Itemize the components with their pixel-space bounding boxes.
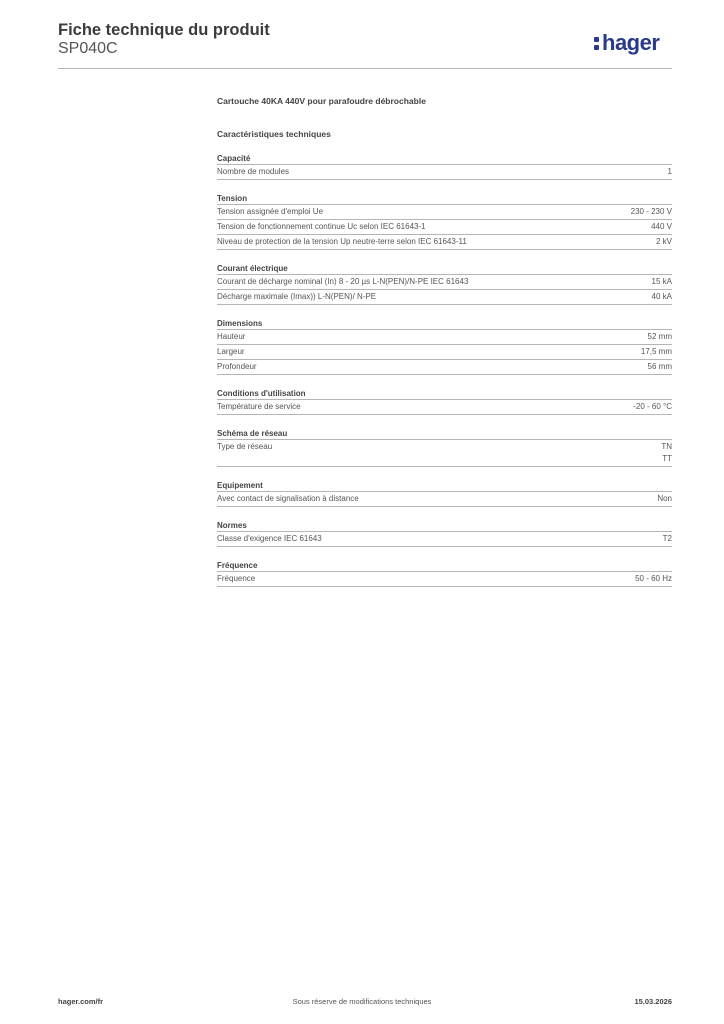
spec-rows [217, 204, 672, 250]
spec-sections [217, 154, 672, 587]
spec-row [217, 344, 672, 359]
spec-section [217, 264, 672, 305]
spec-row [217, 329, 672, 344]
section-title: Dimensions [217, 319, 263, 328]
specs-heading: Caractéristiques techniques [217, 129, 331, 139]
spec-section [217, 389, 672, 415]
product-description: Cartouche 40KA 440V pour parafoudre débrochable [217, 96, 426, 106]
spec-label: Largeur [217, 347, 245, 356]
spec-content [217, 96, 672, 587]
spec-label: Nombre de modules [217, 167, 290, 176]
spec-value: 17,5 mm [640, 347, 672, 356]
spec-label: Tension de fonctionnement continue Uc selon IEC 61643-1 [217, 222, 426, 231]
section-title: Courant électrique [217, 264, 288, 273]
spec-section [217, 154, 672, 180]
spec-label: Température de service [217, 402, 301, 411]
spec-rows [217, 531, 672, 547]
spec-value: 52 mm [647, 332, 672, 341]
spec-row [217, 274, 672, 289]
spec-value: TN TT [661, 442, 672, 463]
spec-section [217, 319, 672, 375]
spec-value: 1 [667, 167, 672, 176]
spec-value: 2 kV [655, 237, 672, 246]
spec-section [217, 561, 672, 587]
spec-row [217, 399, 672, 415]
spec-value: Non [657, 494, 672, 503]
section-title: Schéma de réseau [217, 429, 288, 438]
spec-section [217, 194, 672, 250]
spec-row [217, 531, 672, 547]
spec-label: Tension assignée d'emploi Ue [217, 207, 324, 216]
spec-row [217, 204, 672, 219]
spec-row [217, 491, 672, 507]
spec-label: Classe d'exigence IEC 61643 [217, 534, 322, 543]
spec-rows [217, 274, 672, 305]
spec-row [217, 439, 672, 467]
logo-text: hager [602, 30, 660, 55]
spec-label: Hauteur [217, 332, 246, 341]
spec-rows [217, 439, 672, 467]
spec-value: 230 - 230 V [630, 207, 672, 216]
spec-row [217, 164, 672, 180]
spec-section [217, 429, 672, 467]
spec-row [217, 219, 672, 234]
section-title: Equipement [217, 481, 263, 490]
spec-value: T2 [662, 534, 672, 543]
spec-section [217, 481, 672, 507]
footer-notice: Sous réserve de modifications techniques [292, 997, 432, 1006]
spec-value: 40 kA [651, 292, 672, 301]
footer-website: hager.com/fr [58, 997, 104, 1006]
section-title: Tension [217, 194, 248, 203]
spec-value: 440 V [651, 222, 672, 231]
spec-label: Niveau de protection de la tension Up neutre-terre selon IEC 61643-11 [217, 237, 467, 246]
spec-rows [217, 491, 672, 507]
footer-date: 15.03.2026 [634, 997, 672, 1006]
spec-row [217, 234, 672, 250]
spec-value: -20 - 60 °C [633, 402, 672, 411]
section-title: Capacité [217, 154, 251, 163]
spec-label: Courant de décharge nominal (In) 8 - 20 µs L-N(PEN)/N-PE IEC 61643 [217, 277, 469, 286]
spec-rows [217, 399, 672, 415]
spec-value: 50 - 60 Hz [635, 574, 672, 583]
spec-rows [217, 571, 672, 587]
product-reference: SP040C [58, 40, 118, 57]
section-title: Normes [217, 521, 247, 530]
spec-row [217, 289, 672, 305]
spec-label: Décharge maximale (Imax)) L-N(PEN)/ N-PE [217, 292, 377, 301]
spec-value: 15 kA [651, 277, 672, 286]
section-title: Conditions d'utilisation [217, 389, 306, 398]
spec-label: Profondeur [217, 362, 257, 371]
spec-rows [217, 164, 672, 180]
spec-value: 56 mm [647, 362, 672, 371]
spec-section [217, 521, 672, 547]
section-title: Fréquence [217, 561, 258, 570]
spec-label: Avec contact de signalisation à distance [217, 494, 359, 503]
hager-logo [594, 30, 674, 56]
page-title: Fiche technique du produit [58, 21, 270, 39]
logo-colon-icon [594, 33, 599, 53]
spec-label: Type de réseau [217, 442, 273, 451]
header-divider [58, 68, 672, 69]
spec-label: Fréquence [217, 574, 256, 583]
spec-rows [217, 329, 672, 375]
spec-row [217, 571, 672, 587]
spec-row [217, 359, 672, 375]
